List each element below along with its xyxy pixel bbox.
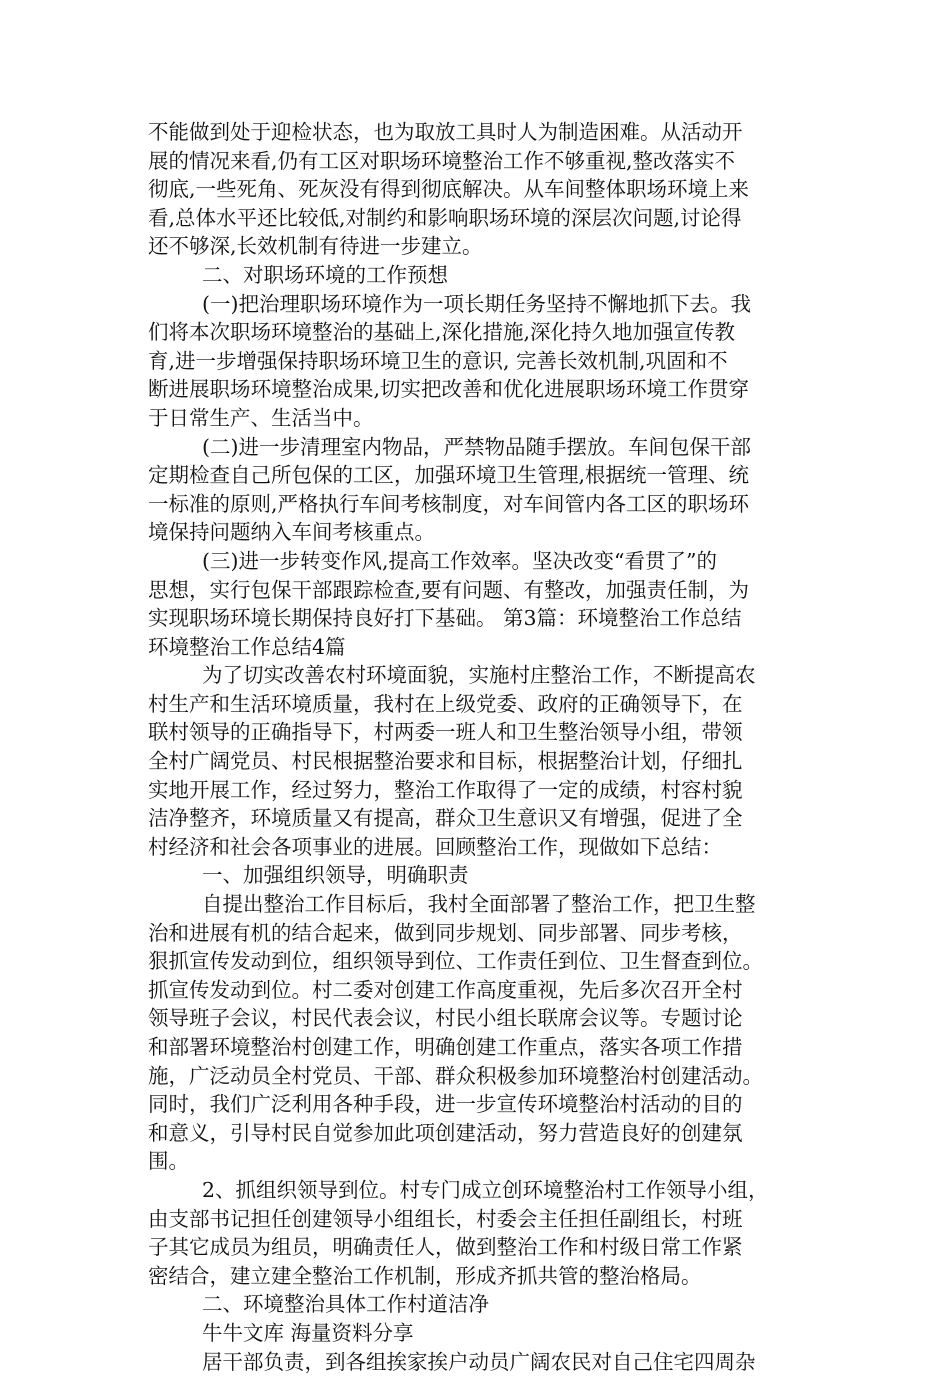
text-line: 村生产和生活环境质量，我村在上级党委、政府的正确领导下，在 <box>148 691 743 716</box>
text-line: 施，广泛动员全村党员、干部、群众积极参加环境整治村创建活动。 <box>148 1063 763 1088</box>
text-line: 为了切实改善农村环境面貌，实施村庄整治工作，不断提高农 <box>202 663 756 688</box>
text-line: 村经济和社会各项事业的进展。回顾整治工作，现做如下总结： <box>148 834 722 859</box>
text-line: 实现职场环境长期保持良好打下基础。 第3篇：环境整治工作总结 <box>148 606 742 631</box>
text-line: (二)进一步清理室内物品，严禁物品随手摆放。车间包保干部 <box>202 434 751 459</box>
text-line: 不能做到处于迎检状态，也为取放工具时人为制造困难。从活动开 <box>148 120 743 144</box>
text-line: 和意义，引导村民自觉参加此项创建活动，努力营造良好的创建氛 <box>148 1120 743 1145</box>
text-line: 展的情况来看,仍有工区对职场环境整治工作不够重视,整改落实不 <box>148 148 736 173</box>
text-line: 思想，实行包保干部跟踪检查,要有问题、有整改，加强责任制，为 <box>148 577 750 602</box>
text-line: 2、抓组织领导到位。村专门成立创环境整治村工作领导小组， <box>202 1177 769 1202</box>
text-line: 居干部负责，到各组挨家挨户动员广阔农民对自己住宅四周杂 <box>202 1349 756 1374</box>
text-line: 环境整治工作总结4篇 <box>148 634 346 659</box>
text-line: 由支部书记担任创建领导小组组长，村委会主任担任副组长，村班 <box>148 1206 743 1231</box>
text-line: 和部署环境整治村创建工作，明确创建工作重点，落实各项工作措 <box>148 1035 743 1059</box>
text-line: 自提出整治工作目标后，我村全面部署了整治工作，把卫生整 <box>202 892 756 917</box>
text-line: 一标准的原则,严格执行车间考核制度，对车间管内各工区的职场环 <box>148 491 750 516</box>
text-line: 二、环境整治具体工作村道洁净 <box>202 1292 489 1317</box>
text-line: 二、对职场环境的工作预想 <box>202 262 448 287</box>
text-line: 断进展职场环境整治成果,切实把改善和优化进展职场环境工作贯穿 <box>148 377 750 402</box>
text-line: 实地开展工作，经过努力，整治工作取得了一定的成绩，村容村貌 <box>148 777 743 802</box>
text-line: 全村广阔党员、村民根据整治要求和目标，根据整治计划，仔细扎 <box>148 749 743 774</box>
text-line: 狠抓宣传发动到位，组织领导到位、工作责任到位、卫生督查到位。 <box>148 949 763 974</box>
text-line: (一)把治理职场环境作为一项长期任务坚持不懈地抓下去。我 <box>202 291 751 316</box>
text-line: 牛牛文库 海量资料分享 <box>202 1320 414 1345</box>
text-line: 看,总体水平还比较低,对制约和影响职场环境的深层次问题,讨论得 <box>148 205 742 230</box>
text-line: 领导班子会议，村民代表会议，村民小组长联席会议等。专题讨论 <box>148 1006 743 1031</box>
text-line: 围。 <box>148 1149 189 1174</box>
text-line: 洁净整齐，环境质量又有提高，群众卫生意识又有增强，促进了全 <box>148 806 743 831</box>
text-line: 抓宣传发动到位。村二委对创建工作高度重视，先后多次召开全村 <box>148 977 743 1002</box>
text-line: 育,进一步增强保持职场环境卫生的意识, 完善长效机制,巩固和不 <box>148 348 728 373</box>
text-line: 一、加强组织领导，明确职责 <box>202 863 469 888</box>
text-line: (三)进一步转变作风,提高工作效率。坚决改变“看贯了”的 <box>202 548 717 573</box>
text-line: 同时，我们广泛利用各种手段，进一步宣传环境整治村活动的目的 <box>148 1092 743 1117</box>
text-line: 联村领导的正确指导下，村两委一班人和卫生整治领导小组，带领 <box>148 720 743 745</box>
text-line: 子其它成员为组员，明确责任人，做到整治工作和村级日常工作紧 <box>148 1235 743 1260</box>
text-line: 治和进展有机的结合起来，做到同步规划、同步部署、同步考核， <box>148 920 743 945</box>
text-line: 于日常生产、生活当中。 <box>148 405 374 430</box>
text-line: 密结合，建立建全整治工作机制，形成齐抓共管的整治格局。 <box>148 1263 702 1288</box>
text-line: 彻底,一些死角、死灰没有得到彻底解决。从车间整体职场环境上来 <box>148 177 750 202</box>
text-line: 定期检查自己所包保的工区，加强环境卫生管理,根据统一管理、统 <box>148 463 750 488</box>
text-line: 还不够深,长效机制有待进一步建立。 <box>148 234 483 259</box>
document-body <box>148 118 806 1376</box>
text-line: 们将本次职场环境整治的基础上,深化措施,深化持久地加强宣传教 <box>148 320 736 345</box>
text-line: 境保持问题纳入车间考核重点。 <box>148 520 435 545</box>
